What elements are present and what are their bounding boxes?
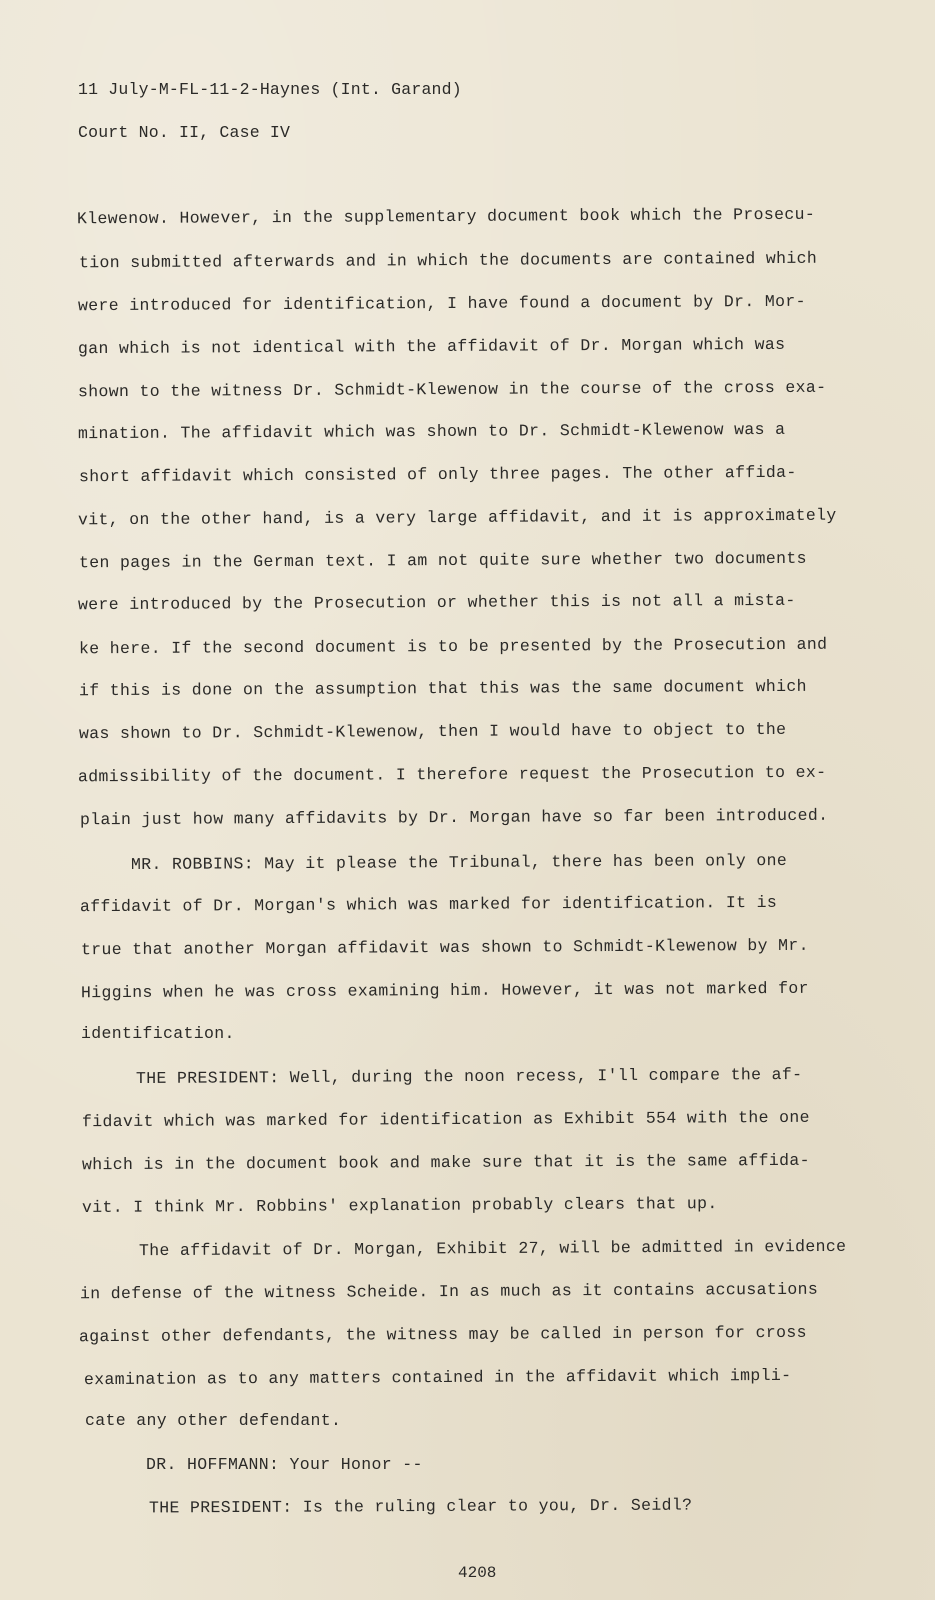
body-line: were introduced for identification, I have found a document by Dr. Mor- — [77, 291, 806, 316]
body-line: affidavit of Dr. Morgan's which was marked for identification. It is — [79, 892, 778, 917]
body-line: which is in the document book and make sure that it is the same affida- — [81, 1150, 810, 1175]
body-line: Klewenow. However, in the supplementary document book which the Prosecu- — [76, 204, 816, 229]
body-line: THE PRESIDENT: Is the ruling clear to you, Dr. Seidl? — [148, 1495, 693, 1518]
body-line: mination. The affidavit which was shown to Dr. Schmidt-Klewenow was a — [77, 419, 786, 444]
body-line: short affidavit which consisted of only three pages. The other affida- — [78, 462, 797, 487]
body-line: against other defendants, the witness may be called in person for cross — [78, 1322, 807, 1347]
body-line: in defense of the witness Scheide. In as much as it contains accusations — [79, 1279, 819, 1304]
body-line: vit. I think Mr. Robbins' explanation probably clears that up. — [81, 1194, 718, 1217]
body-line: ten pages in the German text. I am not quite sure whether two documents — [78, 548, 807, 573]
body-line: THE PRESIDENT: Well, during the noon recess, I'll compare the af- — [135, 1064, 803, 1089]
body-line: true that another Morgan affidavit was shown to Schmidt-Klewenow by Mr. — [80, 935, 809, 960]
body-line: fidavit which was marked for identification as Exhibit 554 with the one — [81, 1107, 810, 1132]
body-line: examination as to any matters contained in the affidavit which impli- — [83, 1365, 792, 1390]
body-line: Higgins when he was cross examining him. However, it was not marked for — [80, 978, 809, 1003]
body-line: if this is done on the assumption that this was the same document which — [78, 676, 807, 701]
body-line: gan which is not identical with the affidavit of Dr. Morgan which was — [77, 334, 786, 359]
body-line: identification. — [81, 1024, 235, 1043]
page-number: 4208 — [458, 1564, 497, 1582]
body-line: admissibility of the document. I therefore request the Prosecution to ex- — [77, 762, 827, 787]
body-line: cate any other defendant. — [85, 1411, 342, 1430]
body-line: plain just how many affidavits by Dr. Morgan have so far been introduced. — [79, 805, 829, 830]
header-court: Court No. II, Case IV — [78, 123, 291, 142]
body-line: The affidavit of Dr. Morgan, Exhibit 27, will be admitted in evidence — [138, 1236, 847, 1261]
body-line: shown to the witness Dr. Schmidt-Klewenow in the course of the cross exa- — [77, 377, 827, 402]
body-line: vit, on the other hand, is a very large affidavit, and it is approximately — [77, 505, 837, 530]
body-line: tion submitted afterwards and in which the documents are contained which — [78, 248, 818, 273]
body-line: MR. ROBBINS: May it please the Tribunal, there has been only one — [130, 850, 788, 875]
body-line: ke here. If the second document is to be presented by the Prosecution and — [78, 634, 828, 659]
body-line: was shown to Dr. Schmidt-Klewenow, then I would have to object to the — [78, 719, 787, 744]
body-line: were introduced by the Prosecution or whether this is not all a mista- — [77, 590, 796, 615]
header-reference: 11 July-M-FL-11-2-Haynes (Int. Garand) — [78, 80, 462, 99]
body-line: DR. HOFFMANN: Your Honor -- — [146, 1455, 423, 1474]
